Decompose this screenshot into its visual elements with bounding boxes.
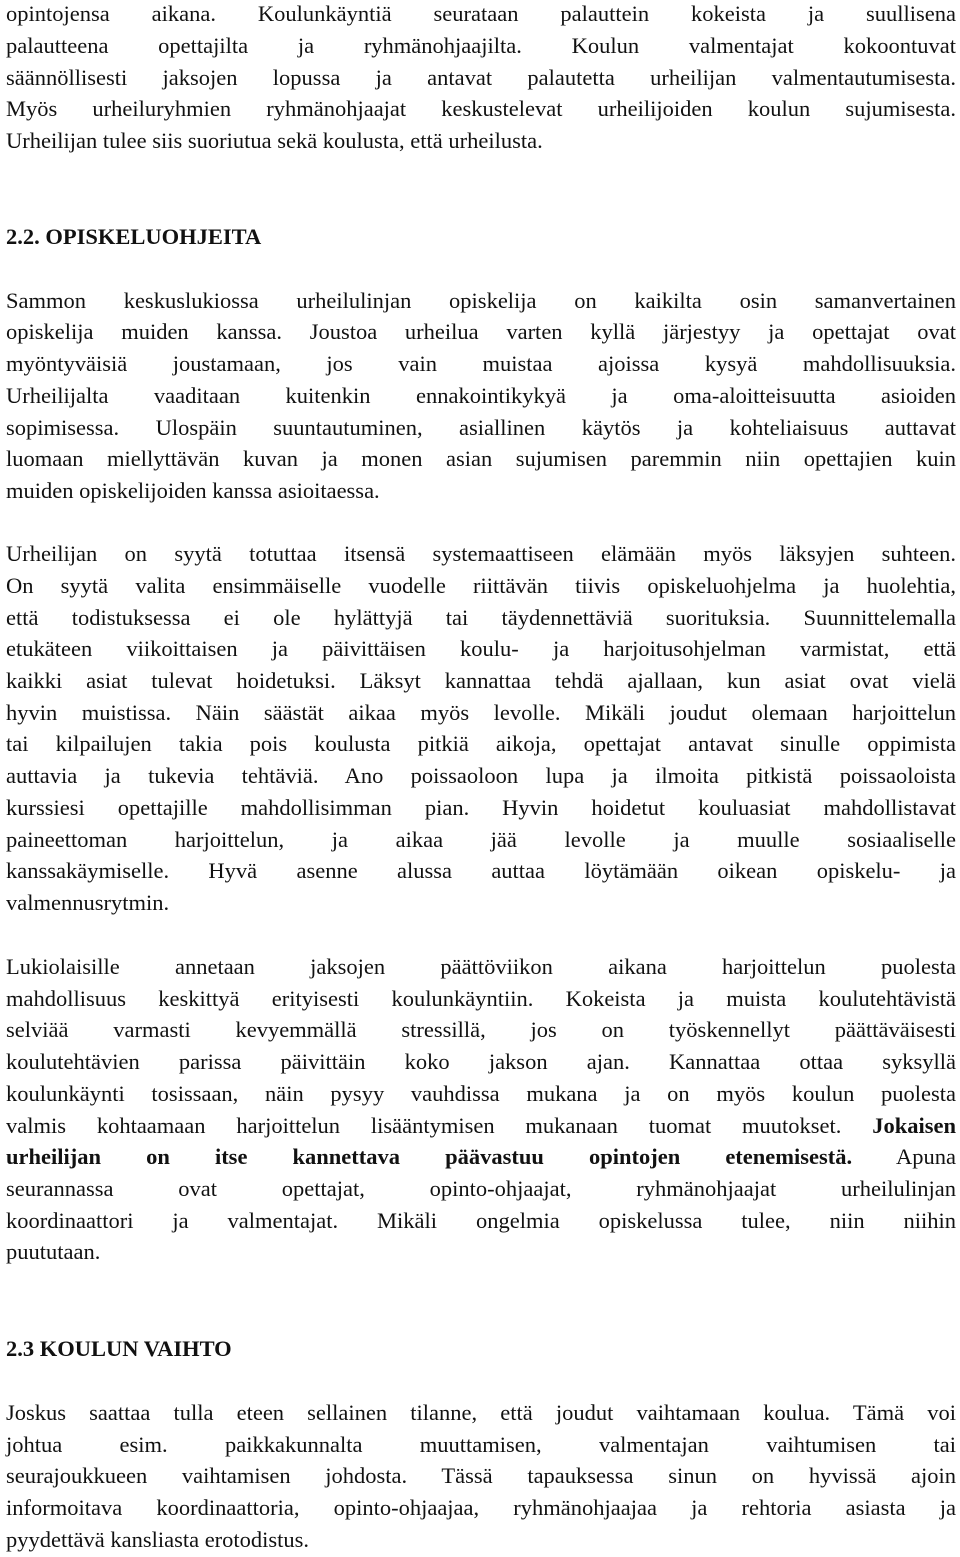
paragraph-line: kanssakäymiselle. Hyvä asenne alussa auttaa löytämään oikean opiskelu- ja (6, 858, 956, 883)
paragraph-line: muiden opiskelijoiden kanssa asioitaessa. (6, 478, 380, 503)
paragraph-line: etukäteen viikoittaisen ja päivittäisen koulu- ja harjoitusohjelman varmistat, että (6, 636, 956, 661)
paragraph-line: opiskelija muiden kanssa. Joustoa urheilua varten kyllä järjestyy ja opettajat ovat (6, 319, 956, 344)
paragraph-line: On syytä valita ensimmäiselle vuodelle riittävän tiivis opiskeluohjelma ja huolehtia, (6, 573, 956, 598)
section-heading-2-2: 2.2. OPISKELUOHJEITA (6, 224, 262, 249)
paragraph-line: informoitava koordinaattoria, opinto-ohjaajaa, ryhmänohjaajaa ja rehtoria asiasta ja (6, 1495, 956, 1520)
emphasis-text: Jokaisen (872, 1113, 957, 1138)
paragraph-line: selviää varmasti kevyemmällä stressillä, jos on työskennellyt päättäväisesti (6, 1017, 956, 1042)
paragraph-text: valmis kohtaamaan harjoittelun lisääntymisen mukanaan tuomat muutokset. (6, 1113, 842, 1138)
paragraph-line: Lukiolaisille annetaan jaksojen päättöviikon aikana harjoittelun puolesta (6, 954, 956, 979)
paragraph-line: mahdollisuus keskittyä erityisesti koulunkäyntiin. Kokeista ja muista koulutehtävistä (6, 986, 956, 1011)
paragraph-line: Sammon keskuslukiossa urheilulinjan opiskelija on kaikilta osin samanvertainen (6, 288, 956, 313)
paragraph-line (6, 1110, 956, 1141)
paragraph-line: paineettoman harjoittelun, ja aikaa jää levolle ja muulle sosiaaliselle (6, 827, 956, 852)
paragraph-line: tai kilpailujen takia pois koulusta pitkiä aikoja, opettajat antavat sinulle oppimista (6, 731, 956, 756)
paragraph-line: johtua esim. paikkakunnalta muuttamisen, valmentajan vaihtumisen tai (6, 1432, 956, 1457)
paragraph-line: sopimisessa. Ulospäin suuntautuminen, asiallinen käytös ja kohteliaisuus auttavat (6, 415, 956, 440)
emphasis-text: urheilijan on itse kannettava päävastuu opintojen etenemisestä. (6, 1144, 853, 1169)
paragraph-line: Myös urheiluryhmien ryhmänohjaajat keskustelevat urheilijoiden koulun sujumisesta. (6, 96, 956, 121)
paragraph-line: myöntyväisiä joustamaan, jos vain muistaa ajoissa kysyä mahdollisuuksia. (6, 351, 956, 376)
paragraph-line: valmennusrytmin. (6, 890, 170, 915)
paragraph-line: kaikki asiat tulevat hoidetuksi. Läksyt kannattaa tehdä ajallaan, kun asiat ovat vielä (6, 668, 956, 693)
paragraph-line: Urheilijan tulee siis suoriutua sekä koulusta, että urheilusta. (6, 128, 543, 153)
paragraph-line: koulutehtävien parissa päivittäin koko jakson ajan. Kannattaa ottaa syksyllä (6, 1049, 956, 1074)
paragraph-line: Joskus saattaa tulla eteen sellainen tilanne, että joudut vaihtamaan koulua. Tämä voi (6, 1400, 956, 1425)
paragraph-line: koulunkäynti tosissaan, näin pysyy vauhdissa mukana ja on myös koulun puolesta (6, 1081, 956, 1106)
paragraph-line: seurajoukkueen vaihtamisen johdosta. Tässä tapauksessa sinun on hyvissä ajoin (6, 1463, 956, 1488)
paragraph-line: koordinaattori ja valmentajat. Mikäli ongelmia opiskelussa tulee, niin niihin (6, 1208, 956, 1233)
paragraph-text: Apuna (896, 1144, 956, 1169)
paragraph-line: Urheilijalta vaaditaan kuitenkin ennakointikykyä ja oma-aloitteisuutta asioiden (6, 383, 956, 408)
paragraph-line: kurssiesi opettajille mahdollisimman pian. Hyvin hoidetut kouluasiat mahdollistavat (6, 795, 956, 820)
paragraph-line: opintojensa aikana. Koulunkäyntiä seurataan palauttein kokeista ja suullisena (6, 1, 956, 26)
paragraph-line: luomaan miellyttävän kuvan ja monen asian sujumisen paremmin niin opettajien kuin (6, 446, 956, 471)
paragraph-line: Urheilijan on syytä totuttaa itsensä systemaattiseen elämään myös läksyjen suhteen. (6, 541, 956, 566)
paragraph-line (6, 1141, 956, 1172)
paragraph-line: auttavia ja tukevia tehtäviä. Ano poissaoloon lupa ja ilmoita pitkistä poissaoloista (6, 763, 956, 788)
paragraph-line: pyydettävä kansliasta erotodistus. (6, 1527, 310, 1552)
paragraph-line: seurannassa ovat opettajat, opinto-ohjaajat, ryhmänohjaajat urheilulinjan (6, 1176, 956, 1201)
paragraph-line: säännöllisesti jaksojen lopussa ja antavat palautetta urheilijan valmentautumisesta. (6, 65, 956, 90)
paragraph-line: että todistuksessa ei ole hylättyjä tai täydennettäviä suorituksia. Suunnittelemalla (6, 605, 956, 630)
paragraph-line: puututaan. (6, 1239, 101, 1264)
section-heading-2-3: 2.3 KOULUN VAIHTO (6, 1336, 232, 1361)
paragraph-line: palautteena opettajilta ja ryhmänohjaajilta. Koulun valmentajat kokoontuvat (6, 33, 956, 58)
paragraph-line: hyvin muistissa. Näin säästät aikaa myös levolle. Mikäli joudut olemaan harjoittelun (6, 700, 956, 725)
